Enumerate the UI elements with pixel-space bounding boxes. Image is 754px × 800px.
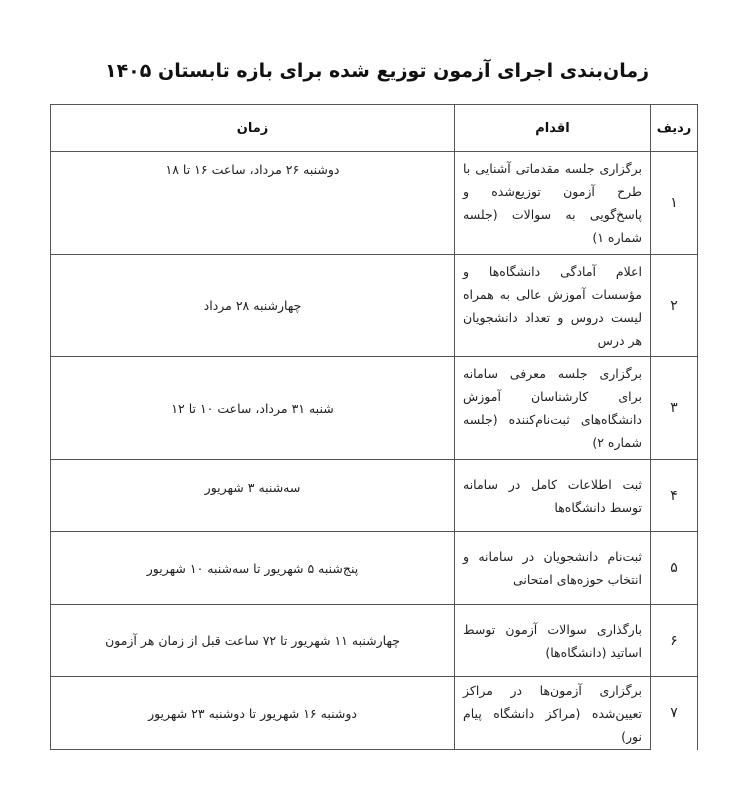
row-action: ثبت اطلاعات کامل در سامانه توسط دانشگاه‌ها	[455, 460, 651, 532]
row-number: ۷	[651, 677, 698, 750]
table-row	[51, 152, 698, 255]
table-row	[51, 460, 698, 532]
row-time: دوشنبه ۱۶ شهریور تا دوشنبه ۲۳ شهریور	[51, 677, 455, 750]
schedule-table	[50, 104, 698, 750]
row-time: سه‌شنبه ۳ شهریور	[51, 460, 455, 532]
header-action: اقدام	[455, 105, 651, 152]
row-number: ۲	[651, 255, 698, 357]
header-time: زمان	[51, 105, 455, 152]
row-time: چهارشنبه ۱۱ شهریور تا ۷۲ ساعت قبل از زمان هر آزمون	[51, 605, 455, 677]
table-header-row	[51, 105, 698, 152]
header-row-number: ردیف	[651, 105, 698, 152]
row-action: ثبت‌نام دانشجویان در سامانه و انتخاب حوزه‌های امتحانی	[455, 532, 651, 605]
row-number: ۵	[651, 532, 698, 605]
row-time: پنج‌شنبه ۵ شهریور تا سه‌شنبه ۱۰ شهریور	[51, 532, 455, 605]
row-time: چهارشنبه ۲۸ مرداد	[51, 255, 455, 357]
row-action: اعلام آمادگی دانشگاه‌ها و مؤسسات آموزش عالی به همراه لیست دروس و تعداد دانشجویان هر درس	[455, 255, 651, 357]
row-time: دوشنبه ۲۶ مرداد، ساعت ۱۶ تا ۱۸	[51, 152, 455, 255]
row-number: ۴	[651, 460, 698, 532]
table-row	[51, 532, 698, 605]
table-row	[51, 677, 698, 750]
page-title: زمان‌بندی اجرای آزمون توزیع شده برای بازه تابستان ۱۴۰۵	[104, 60, 650, 82]
row-action: بارگذاری سوالات آزمون توسط اساتید (دانشگاه‌ها)	[455, 605, 651, 677]
table-row	[51, 255, 698, 357]
row-action: برگزاری آزمون‌ها در مراکز تعیین‌شده (مراکز دانشگاه پیام نور)	[455, 677, 651, 750]
table-row	[51, 357, 698, 460]
row-number: ۱	[651, 152, 698, 255]
row-action: برگزاری جلسه مقدماتی آشنایی با طرح آزمون توزیع‌شده و پاسخ‌گویی به سوالات (جلسه شماره ۱)	[455, 152, 651, 255]
row-time: شنبه ۳۱ مرداد، ساعت ۱۰ تا ۱۲	[51, 357, 455, 460]
row-number: ۳	[651, 357, 698, 460]
row-action: برگزاری جلسه معرفی سامانه برای کارشناسان آموزش دانشگاه‌های ثبت‌نام‌کننده (جلسه شماره ۲)	[455, 357, 651, 460]
row-number: ۶	[651, 605, 698, 677]
table-row	[51, 605, 698, 677]
